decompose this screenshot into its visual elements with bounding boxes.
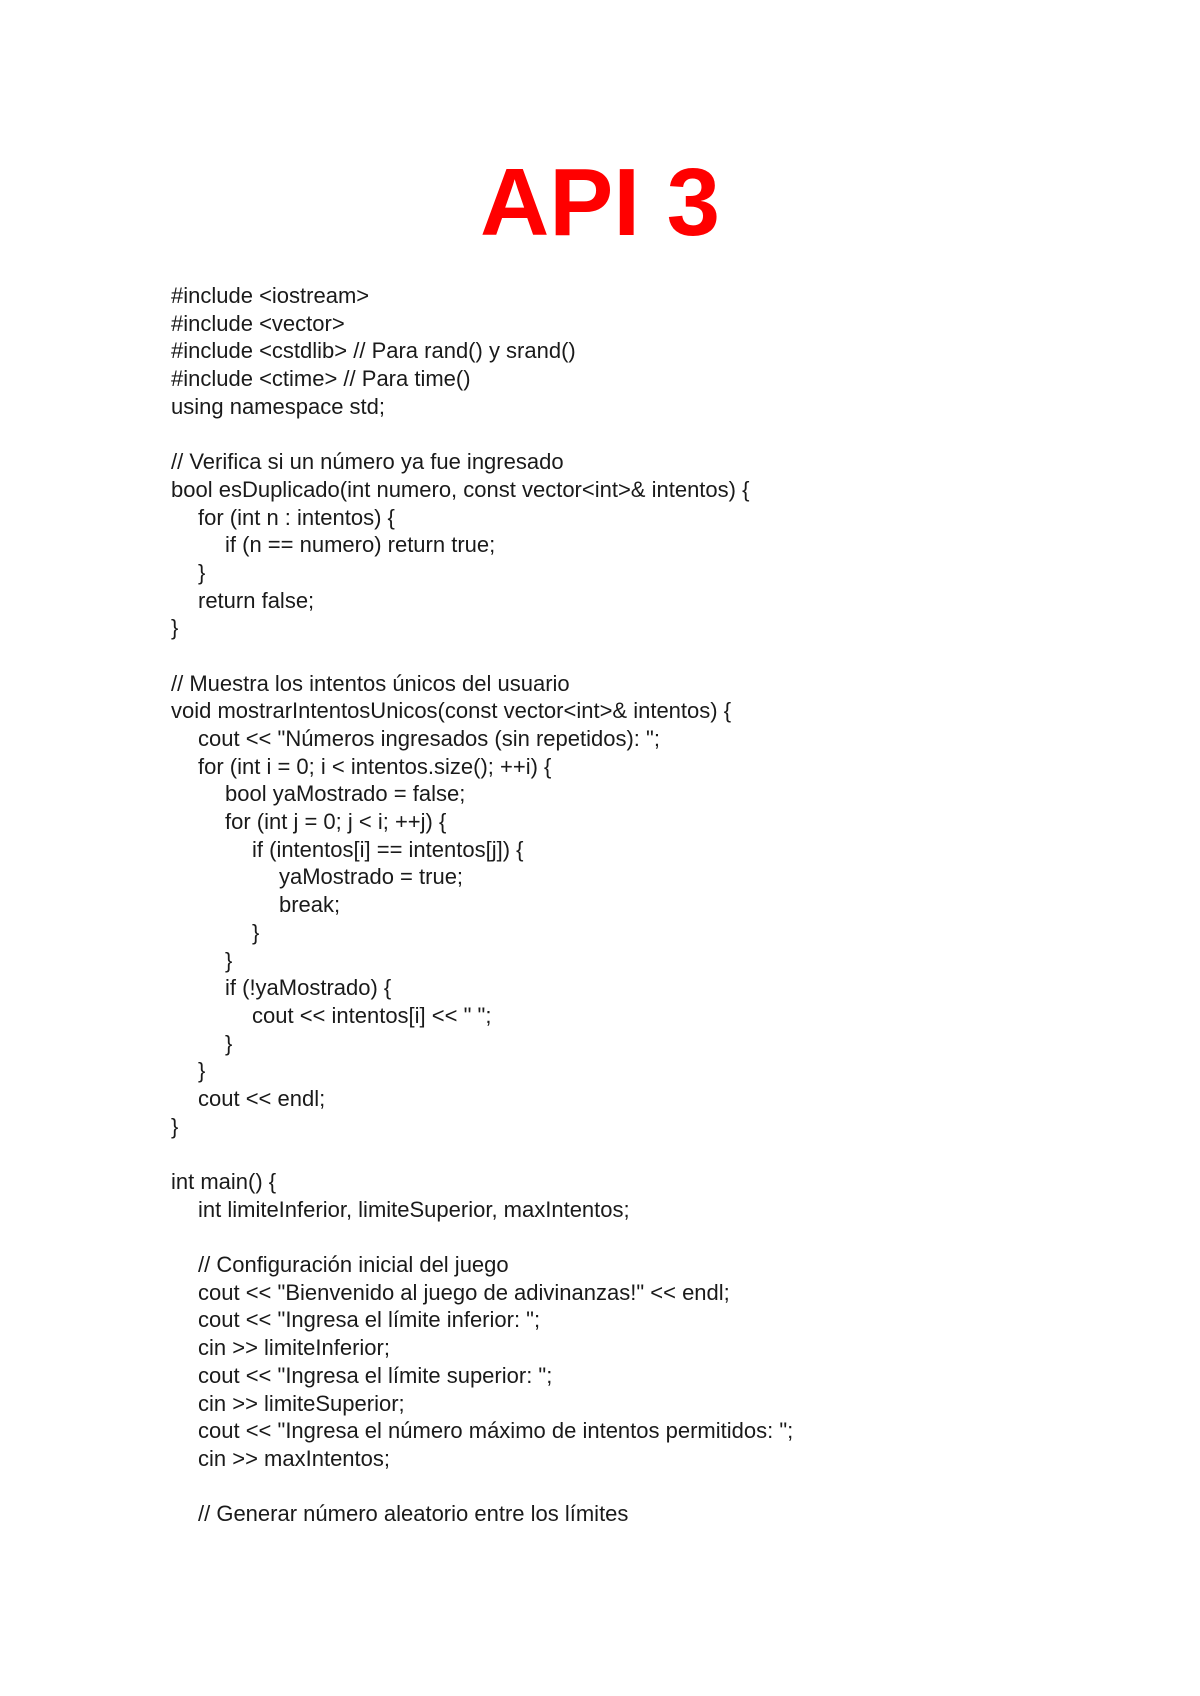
code-line: cout << "Ingresa el límite superior: "; (198, 1362, 553, 1388)
code-line: if (intentos[i] == intentos[j]) { (252, 836, 524, 862)
code-line: int limiteInferior, limiteSuperior, maxIntentos; (198, 1196, 630, 1222)
code-line: bool yaMostrado = false; (225, 781, 466, 807)
code-line: cin >> limiteSuperior; (198, 1390, 405, 1416)
code-line: // Muestra los intentos únicos del usuario (171, 670, 570, 696)
code-line: for (int j = 0; j < i; ++j) { (225, 809, 447, 835)
code-line: yaMostrado = true; (279, 864, 464, 890)
code-line: // Configuración inicial del juego (198, 1252, 509, 1278)
code-line: } (171, 1113, 179, 1139)
code-line: for (int i = 0; i < intentos.size(); ++i) { (198, 753, 552, 779)
code-line: cout << "Bienvenido al juego de adivinanzas!" << endl; (198, 1279, 730, 1305)
code-line: } (225, 1030, 233, 1056)
code-line: for (int n : intentos) { (198, 504, 395, 530)
document-title: API 3 (479, 149, 721, 256)
code-line: int main() { (171, 1169, 277, 1194)
code-line: cin >> limiteInferior; (198, 1335, 390, 1361)
code-line: cout << "Ingresa el límite inferior: "; (198, 1307, 541, 1333)
code-line: bool esDuplicado(int numero, const vector<int>& intentos) { (171, 476, 750, 502)
code-blank-line (171, 420, 1171, 448)
code-line: cout << "Ingresa el número máximo de intentos permitidos: "; (198, 1418, 794, 1444)
code-line: #include <vector> (171, 310, 345, 336)
code-line: void mostrarIntentosUnicos(const vector<int>& intentos) { (171, 698, 732, 724)
code-line: if (n == numero) return true; (225, 532, 496, 558)
code-line: } (252, 919, 260, 945)
code-line: // Verifica si un número ya fue ingresado (171, 449, 564, 475)
code-line: cout << endl; (198, 1085, 326, 1111)
code-line: cout << "Números ingresados (sin repetidos): "; (198, 726, 660, 751)
code-line: #include <cstdlib> // Para rand() y srand() (171, 338, 576, 364)
code-line: cin >> maxIntentos; (198, 1445, 390, 1471)
code-blank-line (171, 642, 1171, 670)
code-listing (171, 282, 1171, 1528)
code-line: } (225, 947, 233, 973)
code-line: #include <ctime> // Para time() (171, 366, 471, 392)
code-line: } (198, 1058, 206, 1084)
code-line: cout << intentos[i] << " "; (252, 1002, 492, 1028)
code-line: } (171, 615, 179, 641)
code-line: return false; (198, 587, 315, 613)
code-line: #include <iostream> (171, 283, 370, 308)
code-line: if (!yaMostrado) { (225, 975, 392, 1001)
code-line: break; (279, 892, 341, 918)
code-line: // Generar número aleatorio entre los límites (198, 1501, 629, 1527)
code-blank-line (171, 1473, 1171, 1501)
code-blank-line (171, 1223, 1171, 1251)
code-line: } (198, 559, 206, 585)
code-blank-line (171, 1140, 1171, 1168)
code-line: using namespace std; (171, 393, 386, 419)
